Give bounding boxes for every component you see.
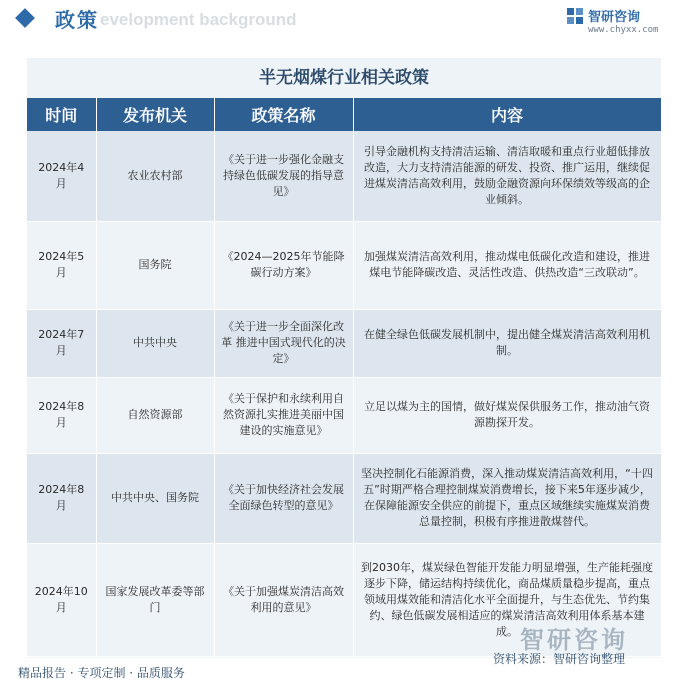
cell-time: 2024年8月 [27,377,96,453]
page-title: 政策 [55,8,99,32]
brand-name: 智研咨询 [588,10,641,25]
table-row [27,131,661,221]
cell-time: 2024年4月 [27,131,96,221]
brand-website[interactable]: www.chyxx.com [588,25,659,35]
cell-content: 坚决控制化石能源消费，深入推动煤炭清洁高效利用，“十四五”时期严格合理控制煤炭消费增长，接下来5年逐步减少，在保障能源安全供应的前提下，重点区域继续实施煤炭消费总量控制，积极有序推进散煤替代。 [353,453,661,543]
corner-watermark: 智研咨询 [520,626,628,654]
cell-content: 立足以煤为主的国情，做好煤炭保供服务工作，推动油气资源勘探开发。 [353,377,661,453]
header-org: 发布机关 [96,98,214,131]
cell-policy-name: 《关于加快经济社会发展全面绿色转型的意见》 [214,453,353,543]
cell-policy-name: 《关于进一步全面深化改革 推进中国式现代化的决定》 [214,309,353,377]
cell-org: 中共中央 [96,309,214,377]
cell-org: 自然资源部 [96,377,214,453]
header-background-text: evelopment background [100,10,297,29]
table-row [27,221,661,309]
source-note: 资料来源：智研咨询整理 [493,652,626,666]
cell-time: 2024年7月 [27,309,96,377]
cell-time: 2024年10月 [27,543,96,656]
brand-logo-icon [566,7,584,25]
cell-content: 到2030年，煤炭绿色智能开发能力明显增强，生产能耗强度逐步下降，储运结构持续优化，商品煤质量稳步提高，重点领域用煤效能和清洁化水平全面提升，与生态优先、节约集约、绿色低碳发展相适应的煤炭清洁高效利用体系基本建成。 [353,543,661,656]
header-policy-name: 政策名称 [214,98,353,131]
table-row [27,453,661,543]
cell-org: 农业农村部 [96,131,214,221]
cell-time: 2024年8月 [27,453,96,543]
cell-policy-name: 《关于保护和永续利用自然资源扎实推进美丽中国建设的实施意见》 [214,377,353,453]
cell-content: 引导金融机构支持清洁运输、清洁取暖和重点行业超低排放改造，大力支持清洁能源的研发、投资、推广运用，继续促进煤炭清洁高效利用，鼓励金融资源向环保绩效等级高的企业倾斜。 [353,131,661,221]
cell-org: 国务院 [96,221,214,309]
table-row [27,377,661,453]
diamond-icon [15,8,35,28]
table-title: 半无烟煤行业相关政策 [259,68,429,88]
footer-tagline: 精品报告 · 专项定制 · 品质服务 [18,666,185,680]
cell-content: 加强煤炭清洁高效利用，推动煤电低碳化改造和建设，推进煤电节能降碳改造、灵活性改造、供热改造“三改联动”。 [353,221,661,309]
cell-org: 国家发展改革委等部门 [96,543,214,656]
header-content: 内容 [353,98,661,131]
table-header-row [27,98,661,131]
cell-org: 中共中央、国务院 [96,453,214,543]
cell-policy-name: 《关于加强煤炭清洁高效利用的意见》 [214,543,353,656]
header-time: 时间 [27,98,96,131]
cell-policy-name: 《2024—2025年节能降碳行动方案》 [214,221,353,309]
cell-policy-name: 《关于进一步强化金融支持绿色低碳发展的指导意见》 [214,131,353,221]
cell-content: 在健全绿色低碳发展机制中，提出健全煤炭清洁高效利用机制。 [353,309,661,377]
policy-table [27,98,662,657]
table-row [27,309,661,377]
cell-time: 2024年5月 [27,221,96,309]
page-header [0,0,676,40]
